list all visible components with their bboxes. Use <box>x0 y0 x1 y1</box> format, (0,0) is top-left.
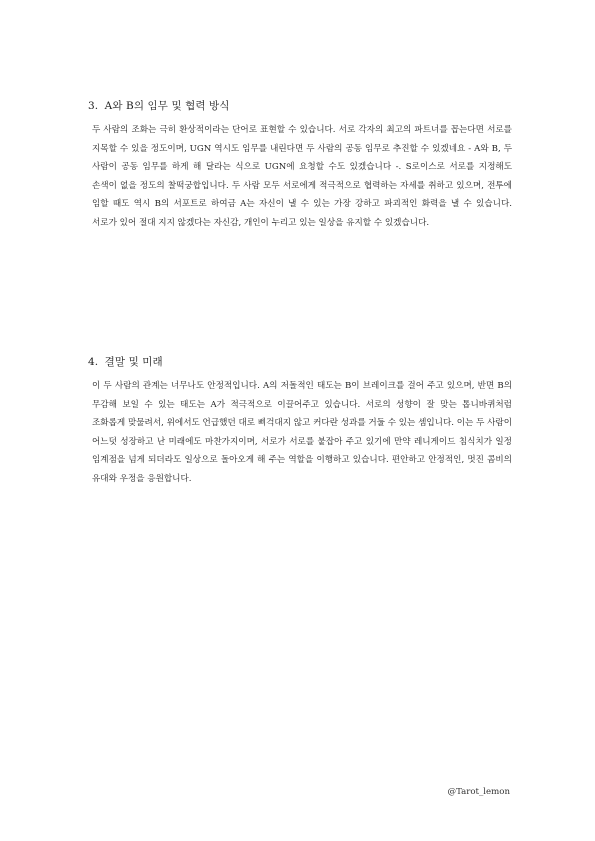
section-heading <box>88 355 512 369</box>
section-roles-and-cooperation <box>88 99 512 232</box>
section-title: A와 B의 임무 및 협력 방식 <box>104 100 230 112</box>
section-title: 결말 및 미래 <box>104 356 163 368</box>
author-credit: @Tarot_lemon <box>447 787 510 797</box>
section-body: 두 사람의 조화는 극히 환상적이라는 단어로 표현할 수 있습니다. 서로 각자의 최고의 파트너를 꼽는다면 서로를 지목할 수 있을 정도이며, UGN 역시도 임무를 내린다면 두 사람의 공동 임무로 추진할 수 있겠네요 - A와 B, 두 사람이 공동 임무를 하게 해 달라는 식으로 UGN에 요청할 수도 있겠습니다 -. S로이스로 서로를 지정해도 손색이 없을 정도의 찰떡궁합입니다. 두 사람 모두 서로에게 적극적으로 협력하는 자세를 취하고 있으며, 전투에 임할 때도 역시 B의 서포트로 하여금 A는 자신이 낼 수 있는 가장 강하고 파괴적인 화력을 낼 수 있습니다. 서로가 있어 절대 지지 않겠다는 자신감, 개인이 누리고 있는 일상을 유지할 수 있겠습니다. <box>92 125 512 228</box>
section-heading <box>88 99 512 113</box>
section-ending-and-future <box>88 355 512 488</box>
section-number: 4. <box>88 356 99 368</box>
section-body: 이 두 사람의 관계는 너무나도 안정적입니다. A의 저돌적인 태도는 B이 브레이크를 걸어 주고 있으며, 반면 B의 무감해 보일 수 있는 태도는 A가 적극적으로 이끌어주고 있습니다. 서로의 성향이 잘 맞는 톱니바퀴처럼 조화롭게 맞물려서, 위에서도 언급했던 대로 삐걱대지 않고 커다란 성과를 거둘 수 있는 셈입니다. 이는 두 사람이 어느덧 성장하고 난 미래에도 마찬가지이며, 서로가 서로를 붙잡아 주고 있기에 만약 레니게이드 침식치가 일정 임계점을 넘게 되더라도 일상으로 돌아오게 해 주는 역할을 이행하고 있습니다. 편안하고 안정적인, 멋진 콤비의 유대와 우정을 응원합니다. <box>92 381 513 484</box>
section-number: 3. <box>88 100 99 112</box>
